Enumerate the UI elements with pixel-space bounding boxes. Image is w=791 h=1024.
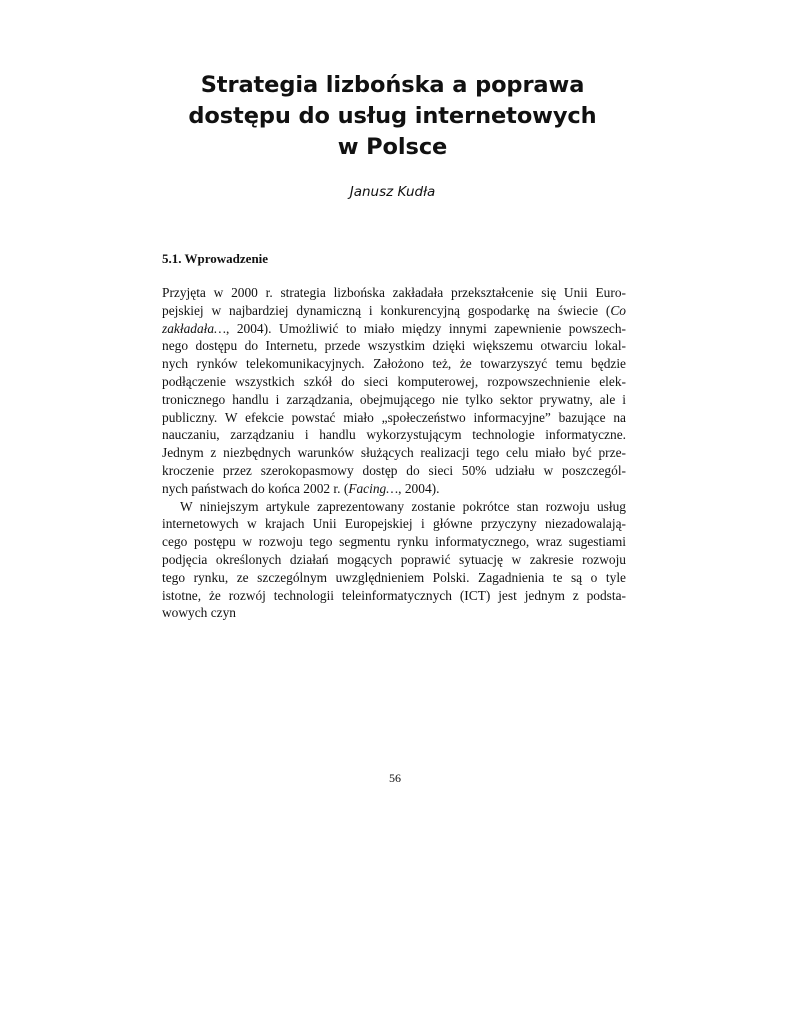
text-line: podjęcia określonych działań mogących poprawić sytuację w zakresie rozwoju: [162, 551, 626, 567]
title-line-2: dostępu do usług internetowych: [188, 103, 597, 129]
text-line: W niniejszym artykule zaprezentowany zostanie pokrótce stan rozwoju usług: [180, 498, 626, 514]
text-line: nego dostępu do Internetu, przede wszystkim dzięki większemu otwarciu lokal-: [162, 338, 626, 354]
text-line: Jednym z niezbędnych warunków służących realizacji tego celu miało być prze-: [162, 445, 626, 461]
text-line: pejskiej w najbardziej dynamiczną i konkurencyjną gospodarkę na świecie (Co: [162, 302, 626, 318]
citation-italic: Co: [610, 302, 626, 318]
text-line: nauczaniu, zarządzaniu i handlu wykorzystującym technologie informatyczne.: [162, 427, 626, 443]
text-line: cego postępu w rozwoju tego segmentu rynku informatycznego, wraz sugestiami: [162, 534, 626, 550]
text-line: tronicznego handlu i zarządzania, obejmującego nie tylko sektor prywatny, ale i: [162, 391, 626, 407]
text-line: internetowych w krajach Unii Europejskiej i główne przyczyny niezadowalają-: [162, 516, 626, 532]
text-line: nych państwach do końca 2002 r. (Facing…, 2004).: [162, 480, 440, 496]
text-line: tego rynku, ze szczególnym uwzględnieniem Polski. Zagadnienia te są o tyle: [162, 569, 626, 585]
article-title: [120, 70, 665, 163]
author-name: Janusz Kudła: [349, 184, 436, 200]
citation-italic: Facing…: [348, 480, 399, 496]
body-text: [162, 284, 626, 622]
title-line-3: w Polsce: [337, 134, 448, 160]
text-line: nych rynków telekomunikacyjnych. Założono też, że towarzyszyć temu będzie: [162, 356, 626, 372]
title-line-1: Strategia lizbońska a poprawa: [200, 72, 585, 98]
text-line: kroczenie przez szerokopasmowy dostęp do sieci 50% udziału w poszczegól-: [162, 462, 626, 478]
text-line: podłączenie wszystkich szkół do sieci komputerowej, rozpowszechnienie elek-: [162, 373, 626, 389]
text-line: Przyjęta w 2000 r. strategia lizbońska zakładała przekształcenie się Unii Euro-: [162, 285, 626, 300]
text-line: zakładała…, 2004). Umożliwić to miało między innymi zapewnienie powszech-: [162, 320, 626, 336]
page-number: 56: [389, 771, 401, 785]
text-line: istotne, że rozwój technologii teleinformatycznych (ICT) jest jednym z podsta-: [162, 587, 626, 603]
text-line: publiczny. W efekcie powstać miało „społeczeństwo informacyjne” bazujące na: [162, 409, 626, 425]
citation-italic: zakładała…: [162, 320, 226, 336]
text-line: wowych czyn: [162, 605, 236, 621]
paragraph-2: [162, 498, 626, 623]
paragraph-1: [162, 284, 626, 498]
section-heading: 5.1. Wprowadzenie: [162, 251, 269, 266]
